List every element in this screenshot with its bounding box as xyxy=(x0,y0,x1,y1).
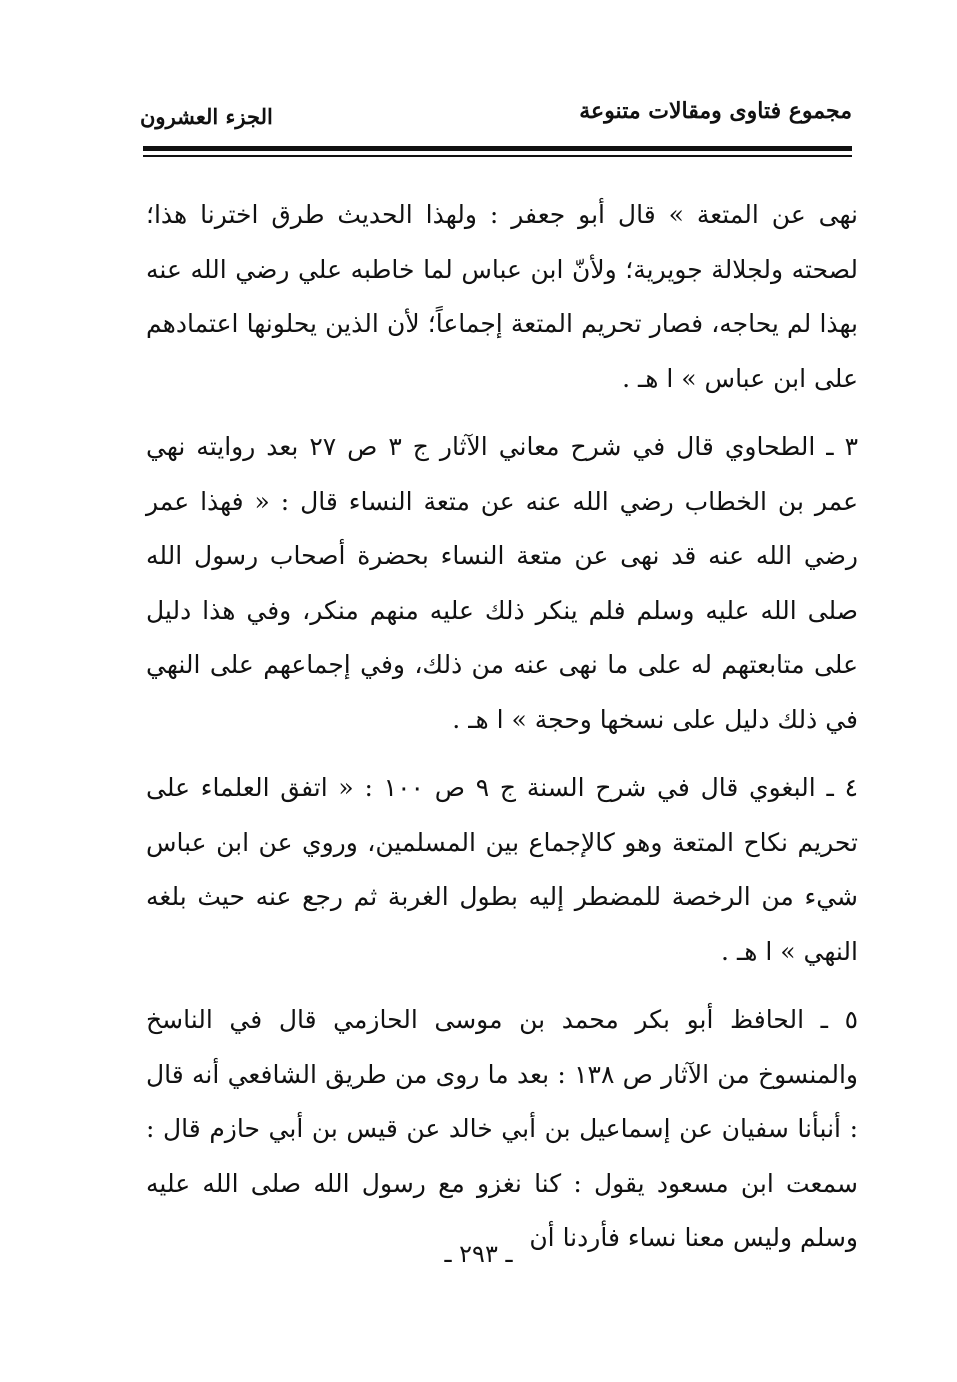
header-rule-thin xyxy=(143,155,852,157)
running-header xyxy=(140,96,852,136)
header-book-title: مجموع فتاوى ومقالات متنوعة xyxy=(579,98,852,124)
header-volume-title: الجزء العشرون xyxy=(140,104,273,129)
page-body xyxy=(146,188,858,1266)
paragraph-3: ٤ ـ البغوي قال في شرح السنة ج ٩ ص ١٠٠ : « اتفق العلماء على تحريم نكاح المتعة وهو كالإجماع بين المسلمين، وروي عن ابن عباس شيء من الرخصة للمضطر إليه بطول الغربة ثم رجع عنه حيث بلغه النهي » ا هـ . xyxy=(146,773,858,966)
page-number: ـ ٢٩٣ ـ xyxy=(444,1240,513,1268)
paragraph-4: ٥ ـ الحافظ أبو بكر محمد بن موسى الحازمي قال في الناسخ والمنسوخ من الآثار ص ١٣٨ : بعد ما روى من طريق الشافعي أنه قال : أنبأنا سفيان عن إسماعيل بن أبي خالد عن قيس بن أبي حازم قال : سمعت ابن مسعود يقول : كنا نغزو مع رسول الله صلى الله عليه وسلم وليس معنا نساء فأردنا أن xyxy=(146,1005,858,1252)
header-rule-thick xyxy=(143,146,852,151)
paragraph-2: ٣ ـ الطحاوي قال في شرح معاني الآثار ج ٣ ص ٢٧ بعد روايته نهي عمر بن الخطاب رضي الله عنه عن متعة النساء قال : « فهذا عمر رضي الله عنه قد نهى عن متعة النساء بحضرة أصحاب رسول الله صلى الله عليه وسلم فلم ينكر ذلك عليه منهم منكر، وفي هذا دليل على متابعتهم له على ما نهى عنه من ذلك، وفي إجماعهم على النهي في ذلك دليل على نسخها وحجة » ا هـ . xyxy=(146,432,858,734)
paragraph-1: نهى عن المتعة » قال أبو جعفر : ولهذا الحديث طرق اخترنا هذا؛ لصحته ولجلالة جويرية؛ ولأنّ ابن عباس لما خاطبه علي رضي الله عنه بهذا لم يحاجه، فصار تحريم المتعة إجماعاً؛ لأن الذين يحلونها اعتمادهم على ابن عباس » ا هـ . xyxy=(146,200,858,393)
